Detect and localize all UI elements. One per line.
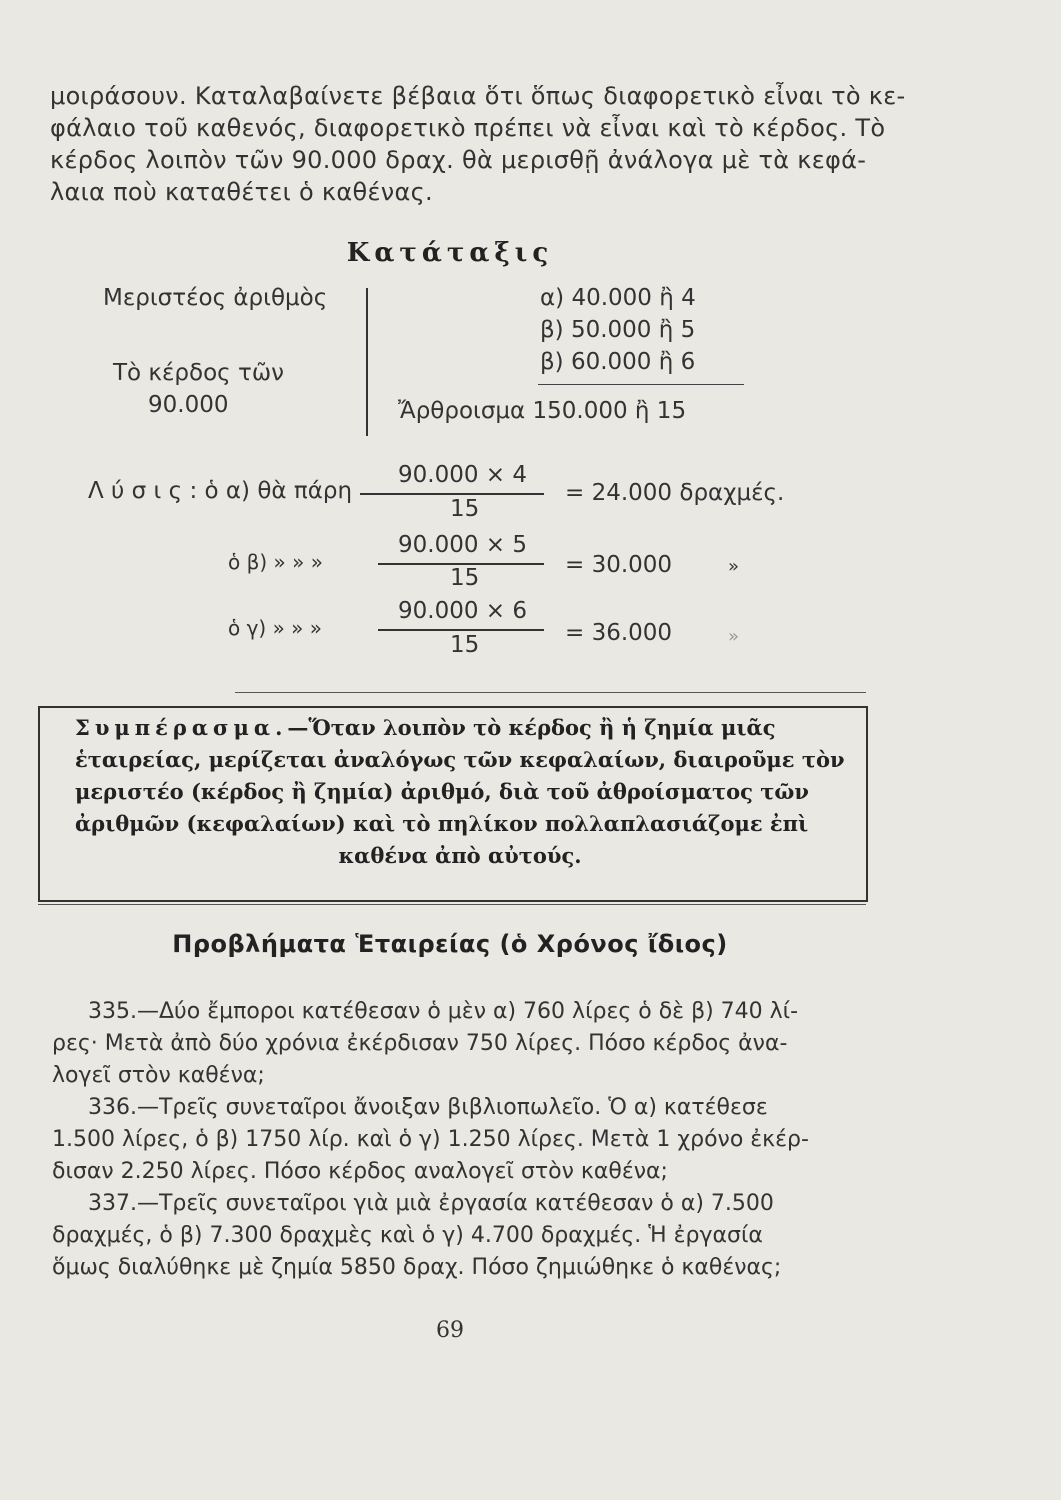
fraction-bar xyxy=(378,629,544,631)
sum-line xyxy=(538,384,744,385)
lysis-result: = 24.000 δραχμές. xyxy=(565,480,785,506)
conclusion-line xyxy=(75,712,845,744)
problem-line: 1.500 λίρες, ὁ β) 1750 λίρ. καὶ ὁ γ) 1.250 λίρες. Μετὰ 1 χρόνο ἐκέρ- xyxy=(52,1127,809,1152)
problem-line: 336.—Τρεῖς συνεταῖροι ἄνοιξαν βιβλιοπωλεῖο. Ὁ α) κατέθεσε xyxy=(88,1095,768,1120)
ditto-mark: » xyxy=(728,556,740,577)
fraction-denominator: 15 xyxy=(450,565,480,591)
problem-line: λογεῖ στὸν καθένα; xyxy=(52,1063,265,1088)
lysis-result: = 36.000 xyxy=(565,620,673,646)
lysis-label: Λ ύ σ ι ς : ὁ α) θὰ πάρη xyxy=(88,478,353,504)
problem-line: ὅμως διαλύθηκε μὲ ζημία 5850 δραχ. Πόσο ζημιώθηκε ὁ καθένας; xyxy=(52,1255,782,1280)
kataxis-row: α) 40.000 ἢ 4 xyxy=(540,285,696,311)
page-number: 69 xyxy=(436,1318,464,1343)
table-divider xyxy=(366,288,368,436)
kataxis-row: β) 50.000 ἢ 5 xyxy=(540,317,696,343)
kerdos-label: Τὸ κέρδος τῶν xyxy=(113,360,284,386)
fraction-numerator: 90.000 × 4 xyxy=(398,462,528,488)
conclusion-line: καθένα ἀπὸ αὐτούς. xyxy=(338,843,582,868)
problem-line: ρες· Μετὰ ἀπὸ δύο χρόνια ἐκέρδισαν 750 λίρες. Πόσο κέρδος ἀνα- xyxy=(52,1031,788,1056)
intro-line: κέρδος λοιπὸν τῶν 90.000 δραχ. θὰ μερισθῇ ἀνάλογα μὲ τὰ κεφά- xyxy=(50,146,867,174)
meristeos-label: Μεριστέος ἀριθμὸς xyxy=(103,285,328,311)
intro-paragraph xyxy=(50,80,906,208)
lysis-result: = 30.000 xyxy=(565,552,673,578)
lysis-row-label: ὁ β) » » » xyxy=(228,550,323,574)
fraction-numerator: 90.000 × 6 xyxy=(398,598,528,624)
box-top-rule xyxy=(235,692,866,693)
lysis-row-label: ὁ γ) » » » xyxy=(228,616,323,640)
ditto-mark: » xyxy=(728,626,740,647)
fraction-bar xyxy=(360,493,544,495)
conclusion-line: μεριστέο (κέρδος ἢ ζημία) ἀριθμό, διὰ τοῦ ἀθροίσματος τῶν xyxy=(75,779,809,804)
problem-line: δισαν 2.250 λίρες. Πόσο κέρδος αναλογεῖ στὸν καθένα; xyxy=(52,1159,668,1184)
kataxis-row: β) 60.000 ἢ 6 xyxy=(540,349,696,375)
conclusion-text xyxy=(75,712,845,872)
intro-line: φάλαιο τοῦ καθενός, διαφορετικὸ πρέπει νὰ εἶναι καὶ τὸ κέρδος. Τὸ xyxy=(50,114,886,142)
problem-line: 337.—Τρεῖς συνεταῖροι γιὰ μιὰ ἐργασία κατέθεσαν ὁ α) 7.500 xyxy=(88,1191,774,1216)
conclusion-line: ἑταιρείας, μερίζεται ἀναλόγως τῶν κεφαλαίων, διαιροῦμε τὸν xyxy=(75,747,845,772)
fraction-numerator: 90.000 × 5 xyxy=(398,532,528,558)
problems-heading: Προβλήματα Ἑταιρείας (ὁ Χρόνος ἴδιος) xyxy=(172,930,728,958)
kataxis-title: Κατάταξις xyxy=(346,238,554,268)
conclusion-label: Συμπέρασμα. xyxy=(75,715,288,740)
kataxis-total: Ἄρθροισμα 150.000 ἢ 15 xyxy=(398,398,687,424)
box-bottom-border xyxy=(38,900,866,902)
conclusion-first-line: —Ὅταν λοιπὸν τὸ κέρδος ἢ ἡ ζημία μιᾶς xyxy=(287,715,776,740)
problem-line: 335.—Δύο ἔμποροι κατέθεσαν ὁ μὲν α) 760 λίρες ὁ δὲ β) 740 λί- xyxy=(88,999,799,1024)
fraction-denominator: 15 xyxy=(450,496,480,522)
intro-line: μοιράσουν. Καταλαβαίνετε βέβαια ὅτι ὅπως διαφορετικὸ εἶναι τὸ κε- xyxy=(50,82,906,110)
fraction-denominator: 15 xyxy=(450,632,480,658)
box-bottom-rule xyxy=(38,904,866,905)
problem-line: δραχμές, ὁ β) 7.300 δραχμὲς καὶ ὁ γ) 4.700 δραχμές. Ἡ ἐργασία xyxy=(52,1223,763,1248)
conclusion-line: ἀριθμῶν (κεφαλαίων) καὶ τὸ πηλίκον πολλαπλασιάζομε ἐπὶ xyxy=(75,811,809,836)
intro-line: λαια ποὺ καταθέτει ὁ καθένας. xyxy=(50,178,433,206)
problems-list xyxy=(52,996,864,1284)
kerdos-value: 90.000 xyxy=(148,392,229,418)
